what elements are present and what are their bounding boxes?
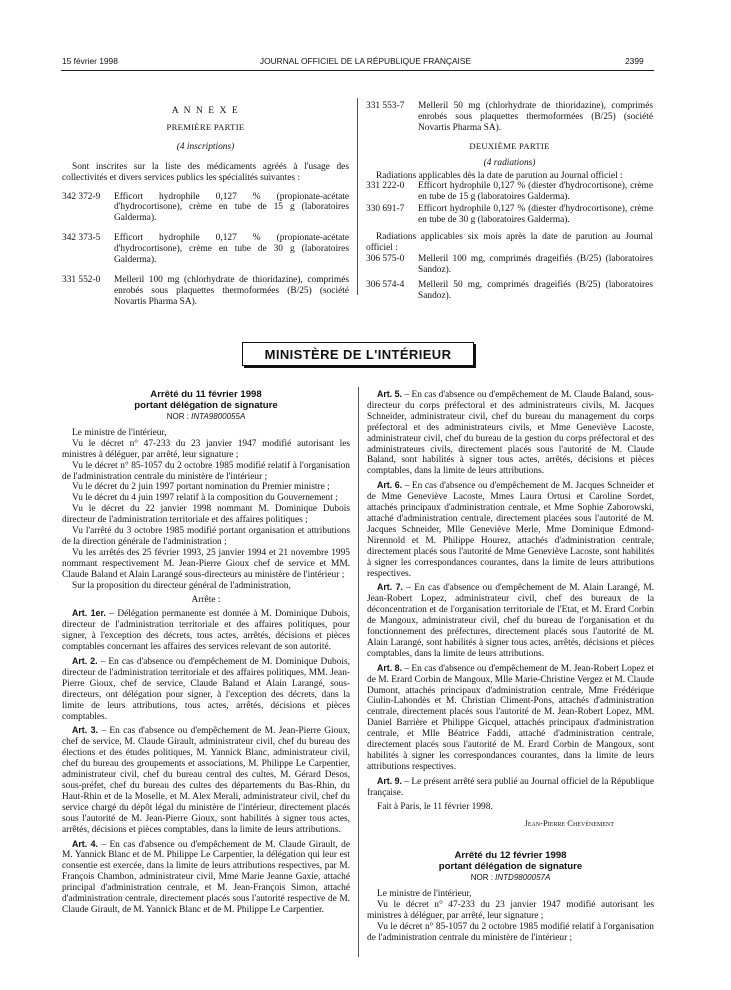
product-text: Efficort hydrophile 0,127 % (propionate-acétate d'hydrocortisone), crème en tube de 15 g (laboratoires Galderma). bbox=[114, 191, 349, 224]
annexe-intro: Sont inscrites sur la liste des médicaments agréés à l'usage des collectivités et divers services publics les spécialités suivantes : bbox=[62, 161, 349, 183]
list-item bbox=[62, 275, 349, 308]
article-label: Art. 2. bbox=[72, 656, 98, 667]
visa: Vu le décret du 22 janvier 1998 nommant M. Dominique Dubois directeur de l'administration territoriale et des affaires politiques ; bbox=[62, 504, 350, 526]
article-label: Art. 7. bbox=[377, 582, 403, 593]
visa: Vu le décret n° 47-233 du 23 janvier 1947 modifié autorisant les ministres à déléguer, par arrêté, leur signature ; bbox=[367, 900, 654, 922]
product-code: 306 575-0 bbox=[366, 253, 405, 264]
product-code: 342 372-9 bbox=[62, 191, 101, 202]
nor-label: NOR : bbox=[470, 873, 493, 883]
product-code: 306 574-4 bbox=[366, 279, 405, 290]
annexe-right-column bbox=[366, 101, 653, 302]
nor-code: INTA9800055A bbox=[191, 412, 246, 421]
list-item bbox=[62, 233, 349, 266]
visa: Vu les arrêtés des 25 février 1993, 25 janvier 1994 et 21 novembre 1995 nommant respectivement M. Jean-Pierre Gioux chef de service et MM. Claude Baland et Alain Larangé sous-directeurs au ministère de l'intérieur ; bbox=[62, 547, 350, 580]
article-label: Art. 6. bbox=[377, 480, 403, 491]
article-label: Art. 1er. bbox=[72, 608, 106, 619]
article-text: – En cas d'absence ou d'empêchement de M. Claude Girault, de M. Yannick Blanc et de M. Philippe Le Carpentier, la délégation qui leur est consentie est exercée, dans la limite de leurs attributions respectives, par M. François Chambon, administrateur civil, Mme Marie Jeanne Gaxie, attaché principal d'administration centrale, et M. Jean-François Simon, attaché d'administration centrale, directement placés sous l'autorité respective de M. Claude Girault, de M. Yannick Blanc et de M. Philippe Le Carpentier. bbox=[62, 839, 350, 915]
article-text: – Le présent arrêté sera publié au Journal officiel de la République française. bbox=[367, 776, 655, 798]
article-label: Art. 3. bbox=[72, 725, 98, 736]
visa: Le ministre de l'intérieur, bbox=[72, 427, 167, 438]
product-code: 330 691-7 bbox=[366, 204, 405, 215]
article-4 bbox=[62, 839, 350, 916]
product-text: Melleril 50 mg (chlorhydrate de thioridazine), comprimés enrobés sous plaquettes thermoformées (B/25) (société Novartis Pharma SA). bbox=[418, 101, 653, 133]
article-5 bbox=[367, 389, 654, 477]
list-item bbox=[366, 181, 653, 203]
product-text: Efficort hydrophile 0,127 % (diester d'hydrocortisone), crème en tube de 30 g (laboratoires Galderma). bbox=[418, 204, 653, 226]
product-text: Efficort hydrophile 0,127 % (diester d'hydrocortisone), crème en tube de 15 g (laboratoires Galderma). bbox=[418, 181, 653, 203]
product-text: Melleril 100 mg (chlorhydrate de thioridazine), comprimés enrobés sous plaquettes thermoformées (B/25) (société Novartis Pharma SA). bbox=[114, 274, 349, 307]
article-label: Art. 8. bbox=[377, 662, 402, 673]
ministry-heading: MINISTÈRE DE L'INTÉRIEUR bbox=[242, 342, 474, 366]
article-text: – Délégation permanente est donnée à M. Dominique Dubois, directeur de l'administration territoriale et des affaires politiques, pour signer, à l'exception des décrets, tous actes, arrêtés, décisions et pièces comptables concernant les affaires des services relevant de son autorité. bbox=[62, 609, 351, 653]
done-at: Fait à Paris, le 11 février 1998. bbox=[377, 801, 493, 812]
list-item bbox=[366, 280, 653, 302]
visa: Le ministre de l'intérieur, bbox=[377, 889, 472, 900]
arrete1-nor bbox=[62, 412, 350, 423]
visa: Vu l'arrêté du 3 octobre 1985 modifié portant organisation et attributions de la direction générale de l'administration ; bbox=[62, 526, 350, 547]
radiation-intro-2: Radiations applicables six mois après la date de parution au Journal officiel : bbox=[366, 232, 653, 253]
arrete2-nor bbox=[367, 873, 654, 884]
product-code: 342 373-5 bbox=[62, 233, 101, 244]
visa: Vu le décret n° 85-1057 du 2 octobre 1985 modifié relatif à l'organisation de l'administration centrale du ministère de l'intérieur ; bbox=[367, 922, 654, 943]
article-9 bbox=[367, 776, 654, 799]
nor-code: INTD9800057A bbox=[495, 873, 551, 883]
part1-count: (4 inscriptions) bbox=[176, 141, 235, 152]
article-7 bbox=[367, 582, 654, 659]
column-divider bbox=[358, 387, 359, 957]
list-item bbox=[366, 101, 653, 134]
article-text: – En cas d'absence ou d'empêchement de M. Claude Baland, sous-directeur du corps préfectoral et des administrateurs civils, M. Jacques Schneider, administrateur civil, chef du bureau du management du corps préfectoral et des administrateurs civils, et Mme Geneviève Lacoste, administrateur civil, chef du bureau de la gestion du corps préfectoral et des administrateurs civils, directement placés sous l'autorité de M. Claude Baland, sont habilités à signer tous actes, arrêtés, décisions et pièces comptables, dans la limite de leurs attributions. bbox=[367, 390, 655, 477]
article-8 bbox=[367, 663, 654, 773]
article-3 bbox=[62, 725, 350, 835]
column-divider bbox=[357, 98, 358, 295]
journal-title: JOURNAL OFFICIEL DE LA RÉPUBLIQUE FRANÇAISE bbox=[259, 56, 472, 66]
visa: Vu le décret n° 47-233 du 23 janvier 1947 modifié autorisant les ministres à déléguer, par arrêté, leur signature ; bbox=[62, 438, 350, 460]
header-rule bbox=[61, 70, 654, 71]
article-label: Art. 4. bbox=[72, 838, 98, 849]
part2-heading: DEUXIÈME PARTIE bbox=[469, 140, 550, 151]
visa: Sur la proposition du directeur général de l'administration, bbox=[72, 580, 291, 591]
article-2 bbox=[62, 656, 350, 722]
product-code: 331 222-0 bbox=[366, 181, 405, 192]
list-item bbox=[366, 254, 653, 276]
article-text: – En cas d'absence ou d'empêchement de M. Alain Larangé, M. Jean-Robert Lopez, administrateur civil, chef des bureaux de la déconcentration et de l'organisation territoriale de l'Etat, et M. Erard Corbin de Mangoux, administrateur civil, chef du bureau de l'organisation et du fonctionnement des préfectures, directement placés sous l'autorité de M. Alain Larangé, sont habilités à signer tous actes, arrêtés, décisions et pièces comptables, dans la limite de leurs attributions. bbox=[367, 583, 654, 659]
nor-label: NOR : bbox=[166, 412, 189, 421]
arrete2-title: Arrêté du 12 février 1998 bbox=[454, 850, 567, 862]
arrete1-title: Arrêté du 11 février 1998 bbox=[150, 389, 262, 400]
article-text: – En cas d'absence ou d'empêchement de M. Jean-Pierre Gioux, chef de service, M. Claude Girault, administrateur civil, chef du bureau des élections et des études politiques, M. Yannick Blanc, administrateur civil, chef du bureau des groupements et associations, M. Philippe Le Carpentier, administrateur civil, chef du bureau central des cultes, M. Gérard Desos, sous-préfet, chef du bureau des cultes des départements du Bas-Rhin, du Haut-Rhin et de la Moselle, et M. Alex Merali, administrateur civil, chef du service chargé du dépôt légal du ministère de l'intérieur, directement placés sous l'autorité de M. Jean-Pierre Gioux, sont habilités à signer tous actes, arrêtés, décisions et pièces comptables, dans la limite de leurs attributions. bbox=[62, 726, 350, 835]
product-code: 331 552-0 bbox=[62, 274, 101, 285]
arrete2-subtitle: portant délégation de signature bbox=[438, 861, 583, 873]
annexe-title: A N N E X E bbox=[171, 105, 240, 116]
product-code: 331 553-7 bbox=[366, 101, 405, 111]
page-number: 2399 bbox=[625, 56, 644, 66]
arrete1-left-column bbox=[62, 389, 350, 916]
header-date: 15 février 1998 bbox=[62, 56, 118, 66]
article-label: Art. 5. bbox=[377, 389, 402, 399]
radiation-intro-1: Radiations applicables dès la date de parution au Journal officiel : bbox=[376, 170, 623, 181]
product-text: Melleril 50 mg, comprimés drageifiés (B/25) (laboratoires Sandoz). bbox=[418, 279, 653, 301]
list-item bbox=[62, 192, 349, 225]
signature: Jean-Pierre Chevènement bbox=[524, 817, 614, 828]
article-text: – En cas d'absence ou d'empêchement de M. Dominique Dubois, directeur de l'administration territoriale et des affaires politiques, MM. Jean-Pierre Gioux, chef de service, Claude Baland et Alain Larangé, sous-directeurs, ont délégation pour signer, à l'exception des décrets, dans la limite de leurs attributions, tous actes, arrêtés, décisions et pièces comptables. bbox=[62, 657, 350, 722]
part2-count: (4 radiations) bbox=[483, 157, 536, 168]
arrete1-right-column bbox=[367, 389, 654, 944]
part1-heading: PREMIÈRE PARTIE bbox=[166, 121, 245, 132]
visa: Vu le décret du 4 juin 1997 relatif à la composition du Gouvernement ; bbox=[72, 493, 338, 504]
article-6 bbox=[367, 480, 654, 579]
arrete-word: Arrête : bbox=[191, 594, 221, 605]
visa: Vu le décret n° 85-1057 du 2 octobre 1985 modifié relatif à l'organisation de l'administration centrale du ministère de l'intérieur ; bbox=[62, 460, 350, 482]
article-1 bbox=[62, 608, 350, 653]
list-item bbox=[366, 204, 653, 226]
visa: Vu le décret du 2 juin 1997 portant nomination du Premier ministre ; bbox=[72, 482, 330, 493]
arrete1-subtitle: portant délégation de signature bbox=[134, 400, 278, 411]
article-text: – En cas d'absence ou d'empêchement de M. Jean-Robert Lopez et de M. Erard Corbin de Mangoux, Mlle Marie-Christine Vergez et M. Claude Dumont, attachés principaux d'administration centrale, Mme Frédérique Ciulin-Lahondès et M. Christian Climent-Pons, attachés d'administration centrale, directement placés sous l'autorité de M. Jean-Robert Lopez, MM. Daniel Barrière et Philippe Gicquel, attachés principaux d'administration centrale, et Mlle Béatrice Faddi, attaché d'administration centrale, directement placés sous l'autorité de M. Erard Corbin de Mangoux, sont habilités à signer les correspondances courantes, dans la limite de leurs attributions respectives. bbox=[367, 663, 654, 772]
product-text: Efficort hydrophile 0,127 % (propionate-acétate d'hydrocortisone), crème en tube de 30 g (laboratoires Galderma). bbox=[114, 233, 349, 266]
article-text: – En cas d'absence ou d'empêchement de M. Jacques Schneider et de Mme Geneviève Lacoste, Mmes Laura Ortusi et Caroline Sordet, attachés principaux d'administration centrale, et Mme Sophie Zaborowski, attaché d'administration centrale, directement placées sous l'autorité de M. Jacques Schneider, Mlle Geneviève Merle, Mme Dominique Edmond-Nirennold et M. Philippe Hourez, attachés d'administration centrale, directement placés sous l'autorité de Mme Geneviève Lacoste, sont habilités à signer les correspondances courantes, dans la limite de leurs attributions respectives. bbox=[367, 481, 654, 579]
product-text: Melleril 100 mg, comprimés drageifiés (B/25) (laboratoires Sandoz). bbox=[418, 253, 653, 275]
annexe-left-column bbox=[62, 106, 349, 308]
article-label: Art. 9. bbox=[377, 775, 402, 786]
